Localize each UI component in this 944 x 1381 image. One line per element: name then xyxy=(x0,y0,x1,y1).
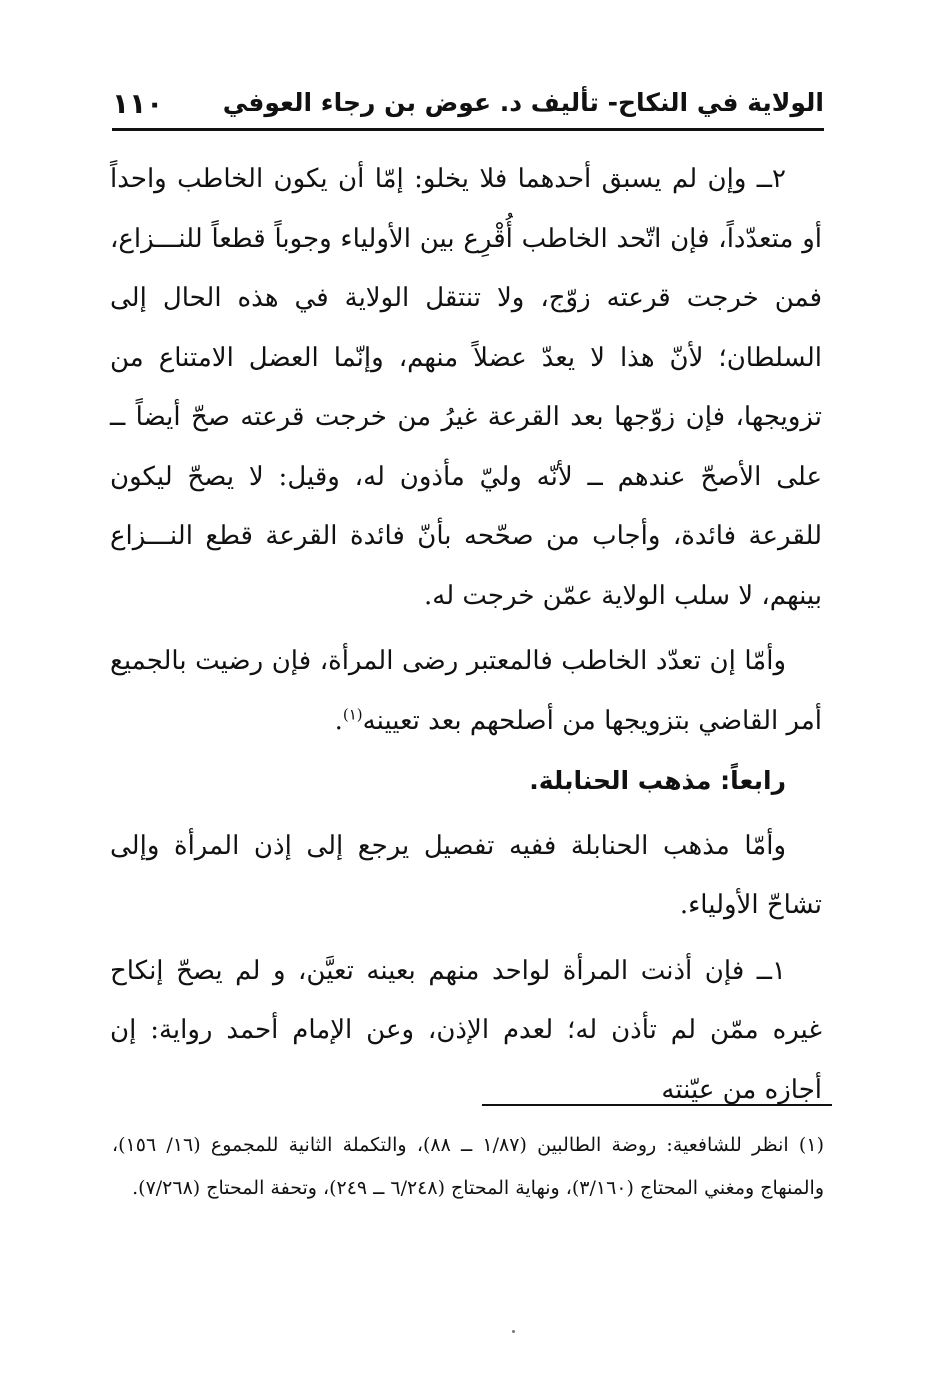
page-number: ١١٠ xyxy=(112,87,164,120)
section-heading: رابعاً: مذهب الحنابلة. xyxy=(529,766,786,795)
running-header xyxy=(112,86,824,126)
footnotes xyxy=(112,1124,824,1210)
paragraph: وأمّا مذهب الحنابلة ففيه تفصيل يرجع إلى إذن المرأة وإلى تشاحّ الأولياء. xyxy=(110,830,822,920)
paragraph: ٢ــ وإن لم يسبق أحدهما فلا يخلو: إمّا أن يكون الخاطب واحداً أو متعدّداً، فإن اتّحد الخاطب أُقْرِع بين الأولياء وجوباً قطعاً للنـــزاع، فمن خرجت قرعته زوّج، ولا تنتقل الولاية في هذه الحال إلى السلطان؛ لأنّ هذا لا يعدّ عضلاً منهم، وإنّما العضل الامتناع من تزويجها، فإن زوّجها بعد القرعة غيرُ من خرجت قرعته صحّ أيضاً ــ على الأصحّ عندهم ــ لأنّه وليّ مأذون له، وقيل: لا يصحّ ليكون للقرعة فائدة، وأجاب من صحّحه بأنّ فائدة القرعة قطع النـــزاع بينهم، لا سلب الولاية عمّن خرجت له. xyxy=(110,164,822,611)
paragraph-text: وأمّا إن تعدّد الخاطب فالمعتبر رضى المرأة، فإن رضيت بالجميع أمر القاضي بتزويجها من أصلحهم بعد تعيينه xyxy=(110,646,822,736)
footnote-divider xyxy=(482,1104,832,1106)
scan-speck xyxy=(512,1330,515,1333)
header-divider xyxy=(112,128,824,131)
paragraph-end-mark: . xyxy=(334,705,343,736)
footnote: (١) انظر للشافعية: روضة الطالبين (١/٨٧ ــ ٨٨)، والتكملة الثانية للمجموع (١٦/ ١٥٦)، والمنهاج ومغني المحتاج (٣/١٦٠)، ونهاية المحتاج (٦/٢٤٨ ــ ٢٤٩)، وتحفة المحتاج (٧/٢٦٨). xyxy=(112,1134,824,1199)
running-header-title: الولاية في النكاح- تأليف د. عوض بن رجاء العوفي xyxy=(222,88,824,117)
footnote-reference: (١) xyxy=(342,704,363,723)
paragraph xyxy=(110,632,822,751)
paragraph: ١ــ فإن أذنت المرأة لواحد منهم بعينه تعيَّن، و لم يصحّ إنكاح غيره ممّن لم تأذن له؛ لعدم الإذن، وعن الإمام أحمد رواية: إن أجازه من عيّنته xyxy=(110,955,822,1105)
main-text xyxy=(110,150,822,1120)
